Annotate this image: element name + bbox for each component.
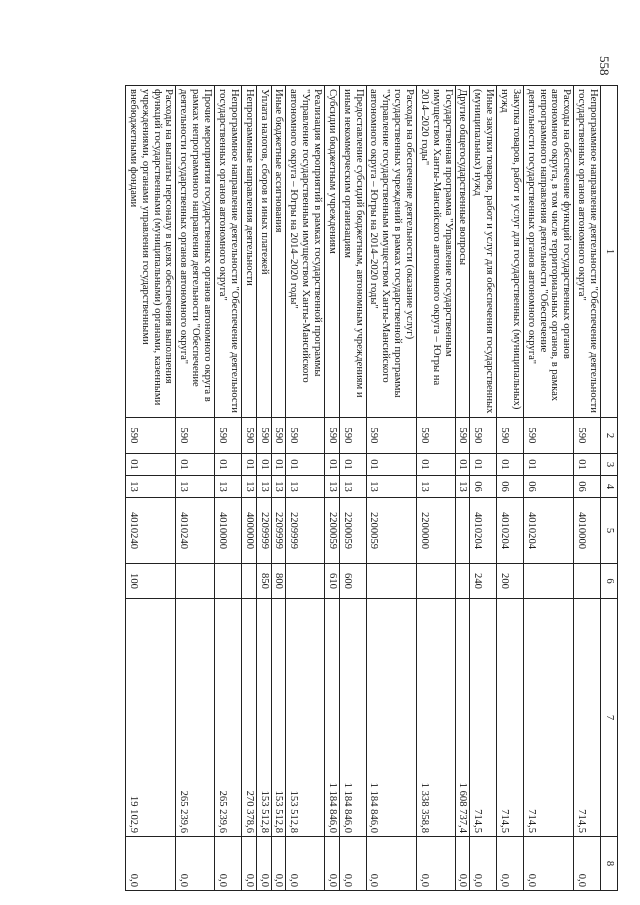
row-name-cell: Расходы на выплаты персоналу в целях обеспечения выполнения функций государственными (муниципальными) органами, казенными учреждениями, органами управления государственными внебюджетными фондами (126, 86, 176, 418)
amount-cell-2: 0,0 (366, 837, 416, 891)
amount-cell-2: 0,0 (339, 837, 366, 891)
section-cell: 01 (324, 454, 339, 476)
amount-cell: 1 338 358,8 (416, 599, 455, 837)
expense-type-cell (176, 564, 215, 599)
expense-type-cell (215, 564, 242, 599)
table-row (497, 86, 524, 891)
amount-cell-2: 0,0 (256, 837, 271, 891)
subsection-cell: 13 (416, 476, 455, 498)
section-cell: 01 (574, 454, 601, 476)
target-article-cell: 4010204 (470, 498, 497, 564)
row-name-cell: Предоставление субсидий бюджетным, автономным учреждениям и иным некоммерческим организациям (339, 86, 366, 418)
section-cell: 01 (286, 454, 325, 476)
amount-cell-2: 0,0 (523, 837, 573, 891)
amount-cell: 1 184 846,0 (339, 599, 366, 837)
amount-cell-2: 0,0 (574, 837, 601, 891)
row-name-cell: Непрограммное направление деятельности "Обеспечение деятельности государственных органов автономного округа" (215, 86, 242, 418)
section-cell: 01 (455, 454, 470, 476)
table-row (366, 86, 416, 891)
amount-cell-2: 0,0 (470, 837, 497, 891)
expense-type-cell (455, 564, 470, 599)
header-cell: 6 (601, 564, 618, 599)
grbs-code-cell: 590 (339, 418, 366, 454)
subsection-cell: 13 (366, 476, 416, 498)
grbs-code-cell: 590 (574, 418, 601, 454)
expense-type-cell: 200 (497, 564, 524, 599)
subsection-cell: 13 (256, 476, 271, 498)
amount-cell-2: 0,0 (271, 837, 286, 891)
target-article-cell: 4000000 (241, 498, 256, 564)
subsection-cell: 13 (241, 476, 256, 498)
header-cell: 4 (601, 476, 618, 498)
section-cell: 01 (416, 454, 455, 476)
expense-type-cell: 850 (256, 564, 271, 599)
row-name-cell: Субсидии бюджетным учреждениям (324, 86, 339, 418)
amount-cell: 265 239,6 (176, 599, 215, 837)
row-name-cell: Непрограммное направление деятельности "Обеспечение деятельности государственных органов автономного округа" (574, 86, 601, 418)
subsection-cell: 13 (286, 476, 325, 498)
grbs-code-cell: 590 (286, 418, 325, 454)
target-article-cell: 4010000 (215, 498, 242, 564)
section-cell: 01 (523, 454, 573, 476)
row-name-cell: Государственная программа "Управление государственным имуществом Ханты-Мансийского автономного округа – Югры на 2014–2020 годы" (416, 86, 455, 418)
target-article-cell: 2209999 (271, 498, 286, 564)
subsection-cell: 13 (176, 476, 215, 498)
amount-cell: 714,5 (574, 599, 601, 837)
section-cell: 01 (176, 454, 215, 476)
target-article-cell: 2200059 (339, 498, 366, 564)
expense-type-cell: 100 (126, 564, 176, 599)
header-cell: 3 (601, 454, 618, 476)
row-name-cell: Прочие мероприятия государственных органов автономного округа в рамках непрограммного направления деятельности "Обеспечение деятельности государственных органов автономного округа" (176, 86, 215, 418)
header-cell: 5 (601, 498, 618, 564)
target-article-cell: 4010000 (574, 498, 601, 564)
subsection-cell: 06 (523, 476, 573, 498)
amount-cell-2: 0,0 (215, 837, 242, 891)
expense-type-cell (416, 564, 455, 599)
amount-cell: 153 512,8 (286, 599, 325, 837)
grbs-code-cell: 590 (271, 418, 286, 454)
grbs-code-cell: 590 (470, 418, 497, 454)
expense-type-cell: 610 (324, 564, 339, 599)
amount-cell: 1 608 737,4 (455, 599, 470, 837)
table-row (256, 86, 271, 891)
expense-type-cell (286, 564, 325, 599)
target-article-cell: 2200000 (416, 498, 455, 564)
amount-cell-2: 0,0 (324, 837, 339, 891)
amount-cell: 19 102,9 (126, 599, 176, 837)
table-row (416, 86, 455, 891)
subsection-cell: 13 (339, 476, 366, 498)
amount-cell-2: 0,0 (241, 837, 256, 891)
header-cell: 8 (601, 837, 618, 891)
grbs-code-cell: 590 (416, 418, 455, 454)
target-article-cell: 2209999 (256, 498, 271, 564)
table-row (324, 86, 339, 891)
table-row (339, 86, 366, 891)
section-cell: 01 (241, 454, 256, 476)
table-row (455, 86, 470, 891)
amount-cell-2: 0,0 (286, 837, 325, 891)
rotated-page-content (83, 85, 618, 890)
expense-type-cell (366, 564, 416, 599)
section-cell: 01 (256, 454, 271, 476)
table-header (601, 86, 618, 891)
row-name-cell: Расходы на обеспечение функций государственных органов автономного округа, в том числе территориальных органов, в рамках непрограммного направления деятельности "Обеспечение деятельности государственных органов автономного округа" (523, 86, 573, 418)
target-article-cell: 4010240 (176, 498, 215, 564)
section-cell: 01 (271, 454, 286, 476)
subsection-cell: 06 (497, 476, 524, 498)
amount-cell: 1 184 846,0 (324, 599, 339, 837)
grbs-code-cell: 590 (366, 418, 416, 454)
grbs-code-cell: 590 (126, 418, 176, 454)
table-row (215, 86, 242, 891)
amount-cell: 714,5 (470, 599, 497, 837)
amount-cell-2: 0,0 (497, 837, 524, 891)
expense-type-cell: 800 (271, 564, 286, 599)
row-name-cell: Реализация мероприятий в рамках государственной программы "Управление государственным имуществом Ханты-Мансийского автономного округа – Югры на 2014–2020 годы" (286, 86, 325, 418)
header-cell: 7 (601, 599, 618, 837)
target-article-cell: 2200059 (366, 498, 416, 564)
target-article-cell: 4010240 (126, 498, 176, 564)
table-row (241, 86, 256, 891)
expense-type-cell: 240 (470, 564, 497, 599)
subsection-cell: 13 (215, 476, 242, 498)
subsection-cell: 13 (324, 476, 339, 498)
page-number: 558 (597, 56, 612, 76)
header-cell: 1 (601, 86, 618, 418)
subsection-cell: 06 (574, 476, 601, 498)
row-name-cell: Уплата налогов, сборов и иных платежей (256, 86, 271, 418)
section-cell: 01 (366, 454, 416, 476)
table-row (176, 86, 215, 891)
target-article-cell: 4010204 (497, 498, 524, 564)
table-row (271, 86, 286, 891)
section-cell: 01 (339, 454, 366, 476)
section-cell: 01 (497, 454, 524, 476)
amount-cell: 153 512,8 (256, 599, 271, 837)
amount-cell: 153 512,8 (271, 599, 286, 837)
amount-cell-2: 0,0 (455, 837, 470, 891)
amount-cell: 714,5 (497, 599, 524, 837)
grbs-code-cell: 590 (241, 418, 256, 454)
grbs-code-cell: 590 (215, 418, 242, 454)
row-name-cell: Непрограммные направления деятельности (241, 86, 256, 418)
row-name-cell: Расходы на обеспечение деятельности (оказание услуг) государственных учреждений в рамках государственной программы "Управление государственным имуществом Ханты-Мансийского автономного округа – Югры на 2014–2020 годы" (366, 86, 416, 418)
amount-cell: 714,5 (523, 599, 573, 837)
expense-type-cell (241, 564, 256, 599)
grbs-code-cell: 590 (455, 418, 470, 454)
expense-type-cell: 600 (339, 564, 366, 599)
amount-cell-2: 0,0 (176, 837, 215, 891)
amount-cell: 1 184 846,0 (366, 599, 416, 837)
section-cell: 01 (126, 454, 176, 476)
row-name-cell: Закупка товаров, работ и услуг для государственных (муниципальных) нужд (497, 86, 524, 418)
row-name-cell: Другие общегосударственные вопросы (455, 86, 470, 418)
amount-cell: 270 378,6 (241, 599, 256, 837)
budget-table (125, 85, 618, 891)
expense-type-cell (523, 564, 573, 599)
row-name-cell: Иные закупки товаров, работ и услуг для обеспечения государственных (муниципальных) нужд (470, 86, 497, 418)
table-row (523, 86, 573, 891)
subsection-cell: 06 (470, 476, 497, 498)
table-row (574, 86, 601, 891)
subsection-cell: 13 (271, 476, 286, 498)
expense-type-cell (574, 564, 601, 599)
target-article-cell (455, 498, 470, 564)
amount-cell-2: 0,0 (126, 837, 176, 891)
table-row (286, 86, 325, 891)
target-article-cell: 2209999 (286, 498, 325, 564)
grbs-code-cell: 590 (523, 418, 573, 454)
subsection-cell: 13 (126, 476, 176, 498)
row-name-cell: Иные бюджетные ассигнования (271, 86, 286, 418)
target-article-cell: 4010204 (523, 498, 573, 564)
amount-cell-2: 0,0 (416, 837, 455, 891)
table-body (126, 86, 601, 891)
grbs-code-cell: 590 (324, 418, 339, 454)
grbs-code-cell: 590 (497, 418, 524, 454)
table-row (126, 86, 176, 891)
section-cell: 01 (215, 454, 242, 476)
grbs-code-cell: 590 (256, 418, 271, 454)
subsection-cell: 13 (455, 476, 470, 498)
table-row (470, 86, 497, 891)
target-article-cell: 2200059 (324, 498, 339, 564)
section-cell: 01 (470, 454, 497, 476)
amount-cell: 265 239,6 (215, 599, 242, 837)
grbs-code-cell: 590 (176, 418, 215, 454)
header-cell: 2 (601, 418, 618, 454)
